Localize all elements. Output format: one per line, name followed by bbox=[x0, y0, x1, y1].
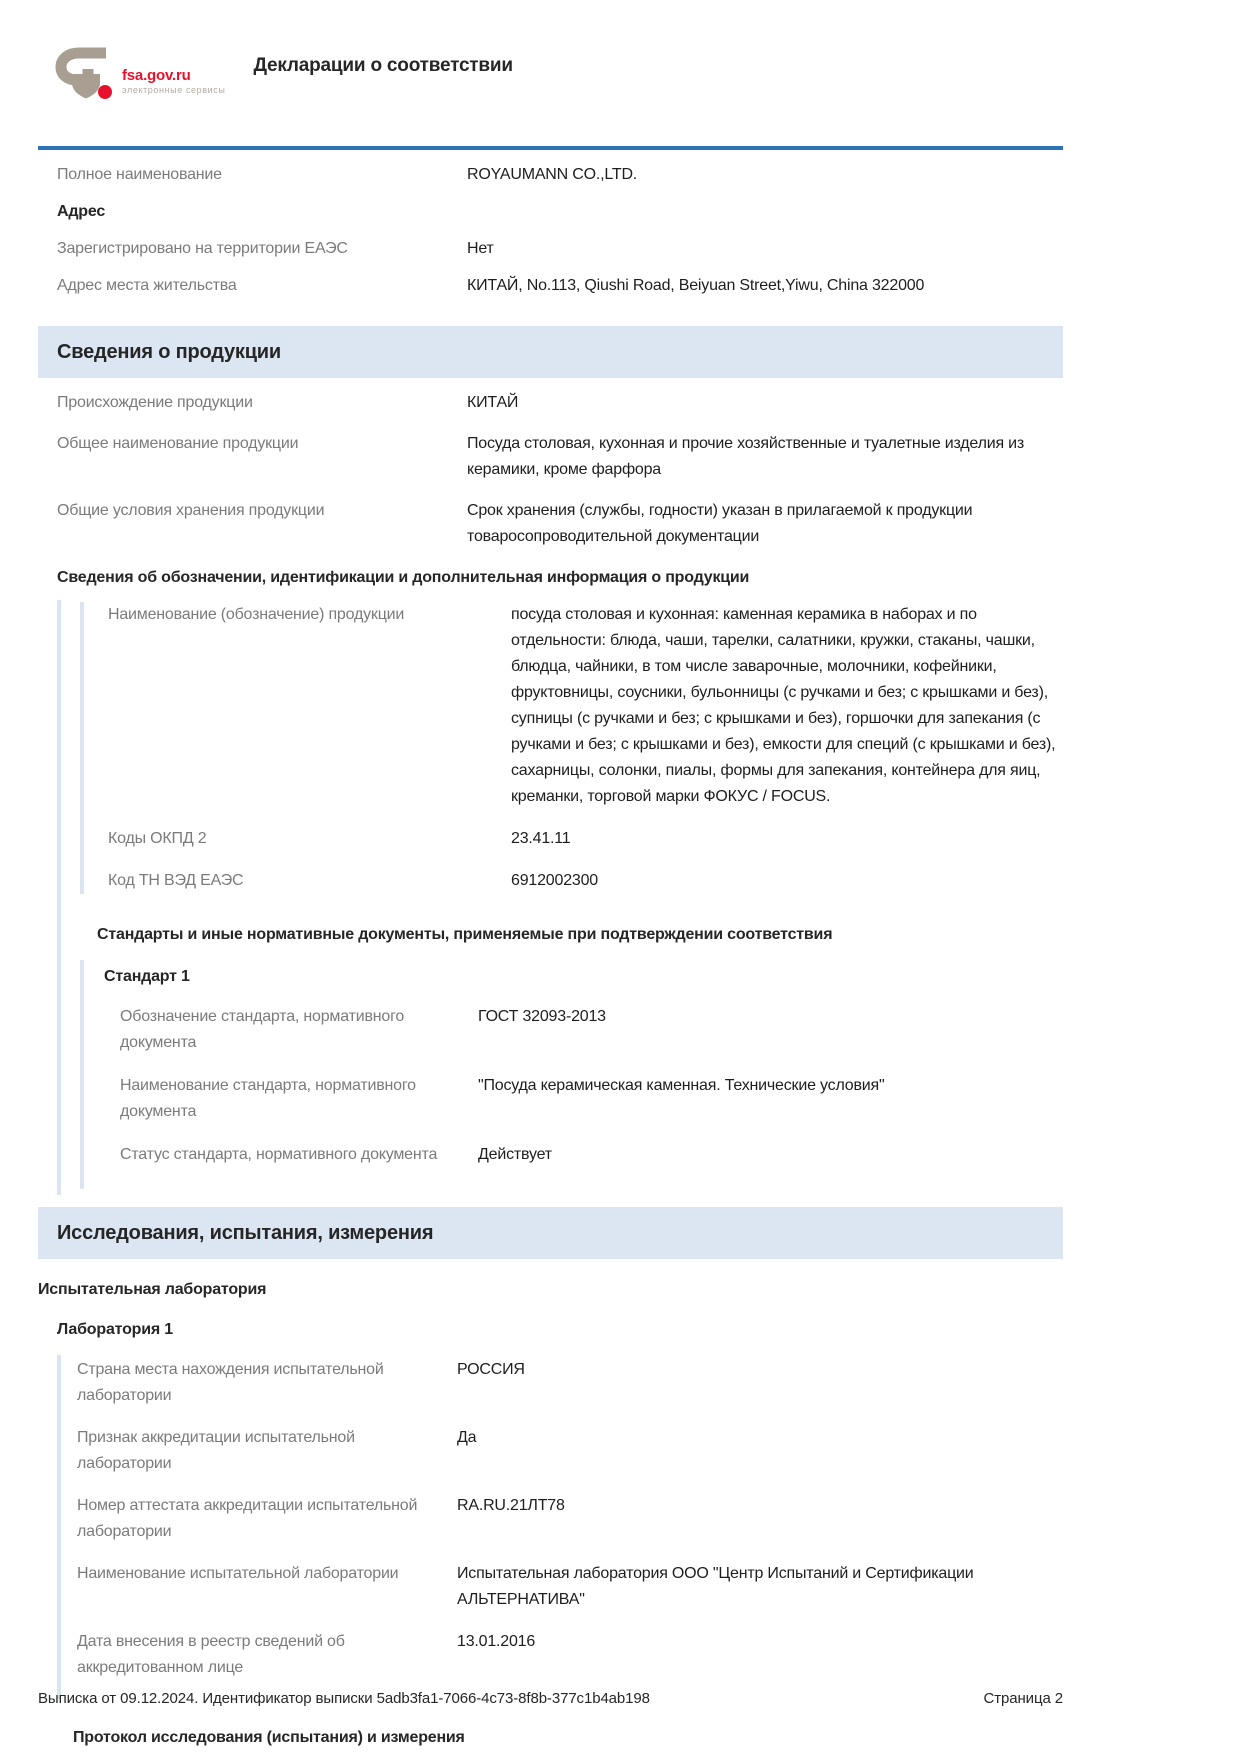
field-okpd-codes bbox=[108, 826, 1063, 852]
protocol-heading: Протокол исследования (испытания) и измерения bbox=[73, 1729, 465, 1746]
page-number: Страница 2 bbox=[983, 1690, 1063, 1707]
field-value: Да bbox=[457, 1429, 477, 1446]
field-storage-conditions bbox=[57, 498, 1063, 550]
field-value: ГОСТ 32093-2013 bbox=[478, 1008, 606, 1025]
field-eaeu-registered bbox=[57, 236, 1063, 262]
field-label: Адрес места жительства bbox=[57, 277, 237, 294]
field-label: Признак аккредитации испытательной лаборатории bbox=[77, 1429, 355, 1472]
address-heading: Адрес bbox=[57, 203, 106, 220]
product-fields bbox=[38, 378, 1063, 550]
field-standard-designation bbox=[84, 1004, 1063, 1056]
standard-1-block bbox=[80, 960, 1063, 1189]
field-lab-accreditation-flag bbox=[77, 1425, 1063, 1477]
logo-subtitle: электронные сервисы bbox=[122, 85, 226, 95]
document-page bbox=[38, 0, 1063, 1751]
field-label: Статус стандарта, нормативного документа bbox=[120, 1146, 438, 1163]
field-residence-address bbox=[57, 273, 1063, 299]
test-laboratory-heading: Испытательная лаборатория bbox=[38, 1281, 267, 1298]
field-common-name bbox=[57, 431, 1063, 483]
section-product-info-header: Сведения о продукции bbox=[38, 326, 1063, 378]
field-value: RA.RU.21ЛТ78 bbox=[457, 1497, 565, 1514]
section-research-header: Исследования, испытания, измерения bbox=[38, 1207, 1063, 1259]
page-title: Декларации о соответствии bbox=[253, 55, 513, 76]
field-full-name bbox=[57, 162, 1063, 188]
field-value: ROYAUMANN CO.,LTD. bbox=[467, 166, 638, 183]
field-label: Коды ОКПД 2 bbox=[108, 830, 207, 847]
field-label: Происхождение продукции bbox=[57, 394, 253, 411]
field-value: Посуда столовая, кухонная и прочие хозяйственные и туалетные изделия из керамики, кроме фарфора bbox=[467, 435, 1025, 478]
field-value: КИТАЙ, No.113, Qiushi Road, Beiyuan Street,Yiwu, China 322000 bbox=[467, 277, 925, 294]
field-label: Общее наименование продукции bbox=[57, 435, 299, 452]
field-label: Код ТН ВЭД ЕАЭС bbox=[108, 872, 244, 889]
field-value: Испытательная лаборатория ООО "Центр Испытаний и Сертификации АЛЬТЕРНАТИВА" bbox=[457, 1565, 974, 1608]
document-footer bbox=[38, 1686, 1063, 1712]
field-label: Номер аттестата аккредитации испытательной лаборатории bbox=[77, 1497, 418, 1540]
field-value: "Посуда керамическая каменная. Технические условия" bbox=[478, 1077, 885, 1094]
logo-text bbox=[122, 68, 225, 96]
field-lab-accreditation-number bbox=[77, 1493, 1063, 1545]
document-header bbox=[38, 0, 1063, 118]
fsa-logo bbox=[55, 46, 225, 100]
field-value: 23.41.11 bbox=[511, 830, 571, 847]
field-label: Дата внесения в реестр сведений об аккредитованном лице bbox=[77, 1633, 345, 1676]
laboratory-1-block bbox=[57, 1355, 1063, 1699]
field-value: Действует bbox=[478, 1146, 552, 1163]
field-label: Наименование стандарта, нормативного документа bbox=[120, 1077, 416, 1120]
field-label: Обозначение стандарта, нормативного документа bbox=[120, 1008, 405, 1051]
field-value: 6912002300 bbox=[511, 872, 598, 889]
field-value: Нет bbox=[467, 240, 494, 257]
field-value: РОССИЯ bbox=[457, 1361, 525, 1378]
field-standard-name bbox=[84, 1073, 1063, 1125]
designation-block bbox=[57, 600, 1063, 1195]
field-label: Наименование испытательной лаборатории bbox=[77, 1565, 399, 1582]
field-label: Страна места нахождения испытательной лаборатории bbox=[77, 1361, 384, 1404]
field-label: Зарегистрировано на территории ЕАЭС bbox=[57, 240, 348, 257]
designation-heading: Сведения об обозначении, идентификации и дополнительная информация о продукции bbox=[57, 569, 750, 586]
logo-red-dot-icon bbox=[98, 85, 112, 99]
logo-brand: fsa.gov.ru bbox=[122, 67, 191, 84]
fsa-logo-icon bbox=[55, 46, 113, 100]
field-value: Срок хранения (службы, годности) указан в прилагаемой к продукции товаросопроводительной документации bbox=[467, 502, 973, 545]
standards-heading: Стандарты и иные нормативные документы, применяемые при подтверждении соответствия bbox=[97, 926, 833, 943]
field-tnved-code bbox=[108, 868, 1063, 894]
field-value: посуда столовая и кухонная: каменная керамика в наборах и по отдельности: блюда, чаши, тарелки, салатники, кружки, стаканы, чашки, блюдца, чайники, в том числе заварочные, молочники, кофейники, фруктовницы, соусники, бульонницы (с ручками и без; с крышками и без), супницы (с ручками и без; с крышками и без), горшочки для запекания (с ручками и без; с крышками и без), емкости для специй (с крышками и без), сахарницы, солонки, пиалы, формы для запекания, контейнера для яиц, креманки, торговой марки ФОКУС / FOCUS. bbox=[511, 606, 1056, 805]
field-origin bbox=[57, 390, 1063, 416]
laboratory-1-title: Лаборатория 1 bbox=[57, 1321, 173, 1338]
field-lab-name bbox=[77, 1561, 1063, 1613]
field-value: 13.01.2016 bbox=[457, 1633, 536, 1650]
designation-fields bbox=[80, 602, 1063, 894]
extract-info: Выписка от 09.12.2024. Идентификатор выписки 5adb3fa1-7066-4c73-8f8b-377c1b4ab198 bbox=[38, 1690, 650, 1707]
field-standard-status bbox=[84, 1142, 1063, 1168]
field-lab-registry-date bbox=[77, 1629, 1063, 1681]
field-label: Общие условия хранения продукции bbox=[57, 502, 325, 519]
field-lab-country bbox=[77, 1357, 1063, 1409]
field-product-designation bbox=[108, 602, 1063, 810]
applicant-fields bbox=[38, 150, 1063, 299]
field-label: Наименование (обозначение) продукции bbox=[108, 606, 405, 623]
field-value: КИТАЙ bbox=[467, 394, 519, 411]
standard-title: Стандарт 1 bbox=[104, 968, 190, 985]
field-label: Полное наименование bbox=[57, 166, 222, 183]
